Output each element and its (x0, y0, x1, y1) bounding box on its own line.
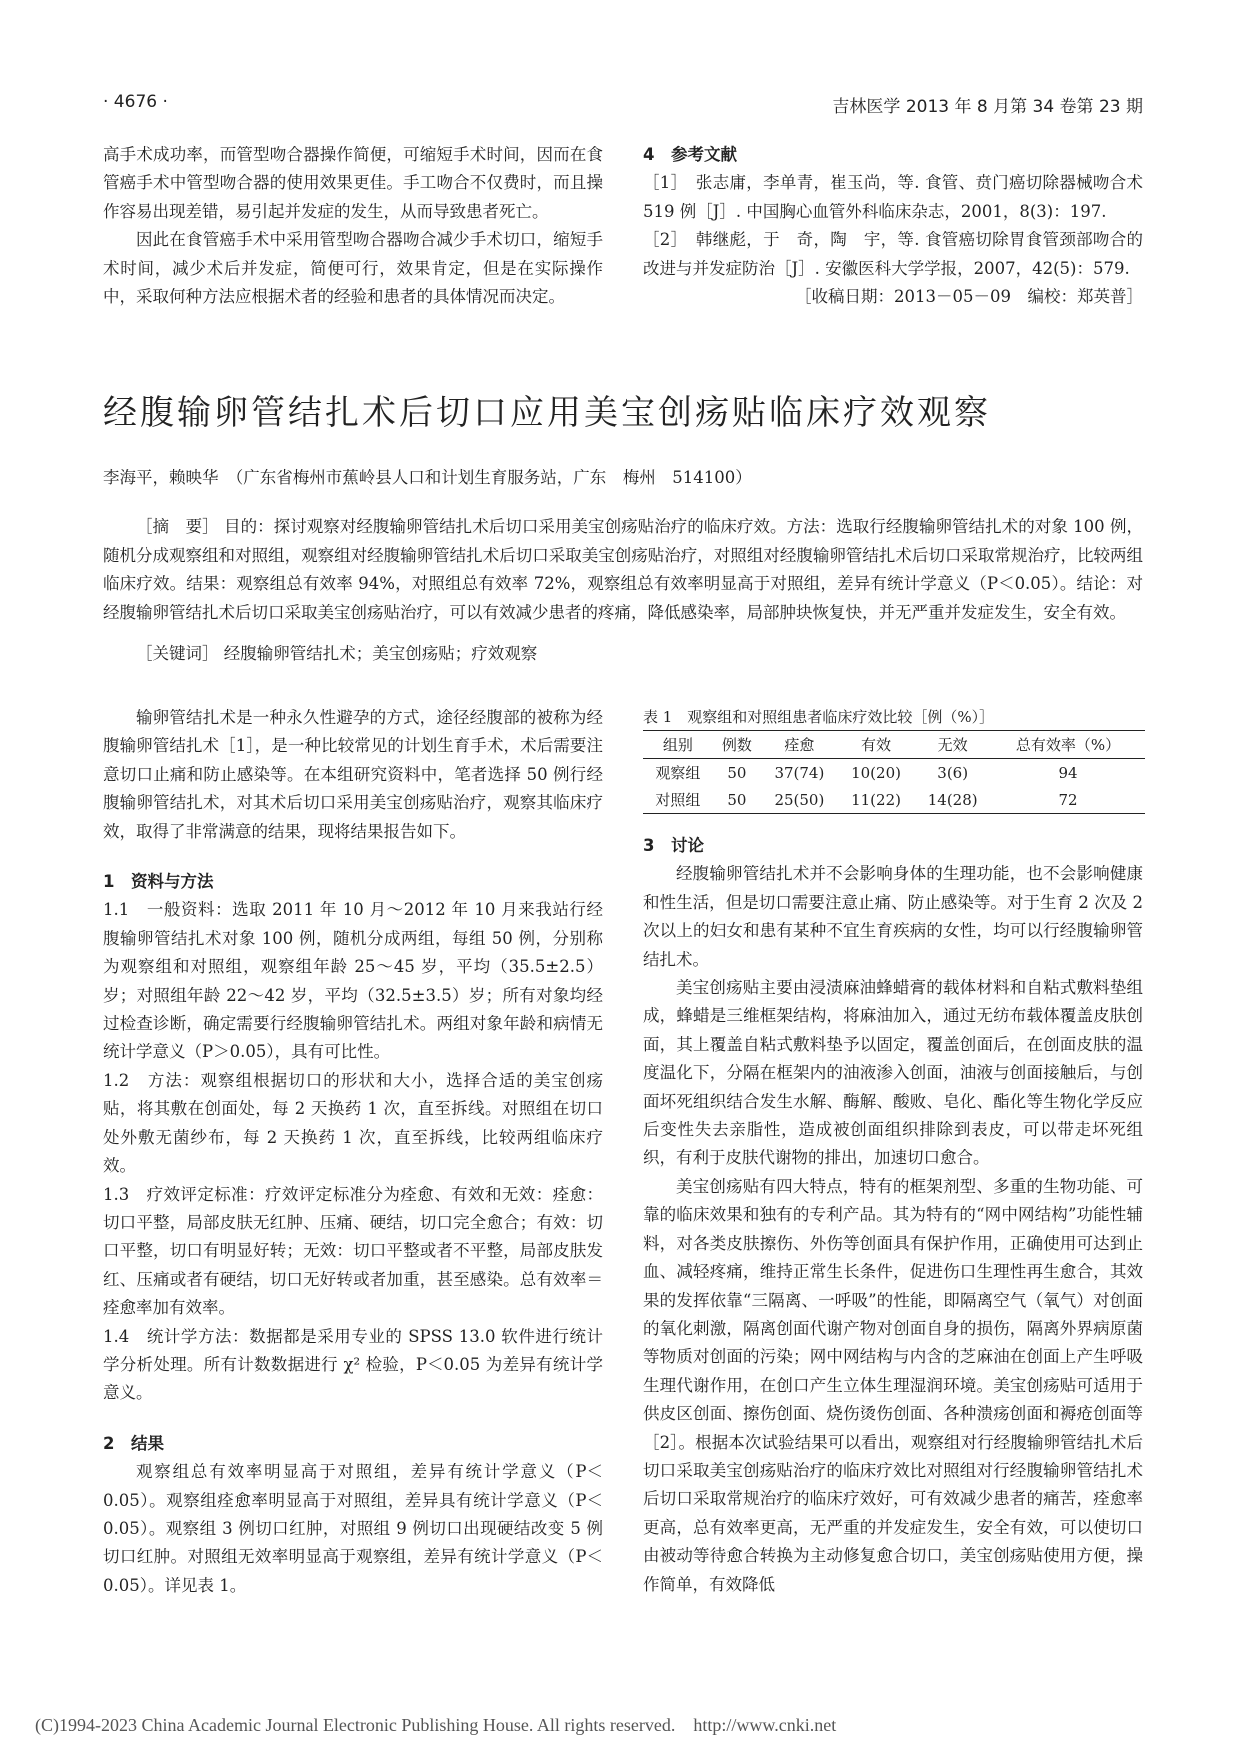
table-header-row (643, 731, 1145, 759)
abstract (103, 513, 1143, 627)
results-paragraph: 观察组总有效率明显高于对照组，差异有统计学意义（P＜0.05）。观察组痊愈率明显高于对照组，差异具有统计学意义（P＜0.05）。观察组 3 例切口红肿，对照组 9 例切口出现硬结改变 5 例切口红肿。对照组无效率明显高于观察组，差异有统计学意义（P＜0.05）。详见表 1。 (103, 1462, 603, 1595)
table-row (643, 786, 1145, 814)
table-header-cell: 有效 (838, 731, 915, 759)
discussion-paragraph: 美宝创疡贴主要由浸渍麻油蜂蜡膏的载体材料和自粘式敷料垫组成，蜂蜡是三维框架结构，将麻油加入，通过无纺布载体覆盖皮肤创面，其上覆盖自粘式敷料垫予以固定，覆盖创面后，在创面皮肤的温度温化下，分隔在框架内的油液渗入创面，油液与创面接触后，与创面坏死组织结合发生水解、酶解、酸败、皂化、酯化等生物化学反应后变性失去亲脂性，造成被创面组织排除到表皮，可以带走坏死组织，有利于皮肤代谢物的排出，加速切口愈合。 (643, 978, 1143, 1168)
results-table (643, 730, 1145, 814)
prev-article-refs (643, 141, 1143, 311)
methods-1-3: 1.3 疗效评定标准：疗效评定标准分为痊愈、有效和无效：痊愈：切口平整，局部皮肤无红肿、压痛、硬结，切口完全愈合；有效：切口平整，切口有明显好转；无效：切口平整或者不平整，局部皮肤发红、压痛或者有硬结，切口无好转或者加重，甚至感染。总有效率＝痊愈率加有效率。 (103, 1184, 603, 1318)
table-caption: 表 1 观察组和对照组患者临床疗效比较［例（%）］ (643, 708, 995, 726)
journal-header: 吉林医学 2013 年 8 月第 34 卷第 23 期 (832, 97, 1143, 117)
table-cell: 观察组 (655, 764, 701, 782)
references-heading: 4 参考文献 (643, 145, 737, 164)
table-cell: 10(20) (851, 763, 901, 782)
table-1 (643, 704, 1145, 814)
table-cell: 72 (991, 786, 1145, 814)
received-date: ［收稿日期：2013－05－09 编校：郑英普］ (795, 287, 1143, 307)
prev-paragraph: 高手术成功率，而管型吻合器操作简便，可缩短手术时间，因而在食管癌手术中管型吻合器的使用效果更佳。手工吻合不仅费时，而且操作容易出现差错，易引起并发症的发生，从而导致患者死亡。 (103, 145, 603, 221)
table-cell: 37(74) (774, 763, 825, 782)
table-cell: 50 (713, 786, 761, 814)
table-row (643, 759, 1145, 787)
article-title: 经腹输卵管结扎术后切口应用美宝创疡贴临床疗效观察 (103, 393, 991, 433)
table-cell: 3(6) (937, 763, 969, 782)
table-header-cell: 例数 (713, 731, 761, 759)
table-cell: 11(22) (838, 786, 915, 814)
section-heading-discussion: 3 讨论 (643, 836, 704, 855)
prev-article-left (103, 141, 603, 311)
intro-paragraph: 输卵管结扎术是一种永久性避孕的方式，途径经腹部的被称为经腹输卵管结扎术［1］，是一种比较常见的计划生育手术，术后需要注意切口止痛和防止感染等。在本组研究资料中，笔者选择 50 例行经腹输卵管结扎术，对其术后切口采用美宝创疡贴治疗，观察其临床疗效，取得了非常满意的结果，现将结果报告如下。 (103, 708, 603, 841)
table-header-cell: 总有效率（%） (991, 731, 1145, 759)
discussion-paragraph: 美宝创疡贴有四大特点，特有的框架剂型、多重的生物功能、可靠的临床效果和独有的专利产品。其为特有的“网中网结构”功能性辅料，对各类皮肤擦伤、外伤等创面具有保护作用，正确使用可达到止血、减轻疼痛，维持正常生长条件，促进伤口生理性再生愈合，其效果的发挥依靠“三隔离、一呼吸”的性能，即隔离空气（氧气）对创面的氧化刺激，隔离创面代谢产物对创面自身的损伤，隔离外界病原菌等物质对创面的污染；网中网结构与内含的芝麻油在创面上产生呼吸生理代谢作用，在创口产生立体生理湿润环境。美宝创疡贴可适用于供皮区创面、擦伤创面、烧伤烫伤创面、各种溃疡创面和褥疮创面等［2］。根据本次试验结果可以看出，观察组对行经腹输卵管结扎术后切口采取美宝创疡贴治疗的临床疗效比对照组对行经腹输卵管结扎术后切口采取常规治疗的临床疗效好，可有效减少患者的痛苦，痊愈率更高，总有效率更高，无严重的并发症发生，安全有效，可以使切口由被动等待愈合转换为主动修复愈合切口，美宝创疡贴使用方便，操作简单，有效降低 (643, 1176, 1143, 1594)
reference-item: ［1］ 张志庸，李单青，崔玉尚，等. 食管、贲门癌切除器械吻合术 519 例［J］. 中国胸心血管外科临床杂志，2001，8(3)：197. (643, 173, 1143, 221)
table-header-cell: 痊愈 (761, 731, 838, 759)
body-right-column (643, 832, 1143, 1599)
discussion-paragraph: 经腹输卵管结扎术并不会影响身体的生理功能，也不会影响健康和性生活，但是切口需要注意止痛、防止感染等。对于生育 2 次及 2 次以上的妇女和患有某种不宜生育疾病的女性，均可以行经腹输卵管结扎术。 (643, 864, 1143, 969)
authors-affiliation: 李海平，赖映华 （广东省梅州市蕉岭县人口和计划生育服务站，广东 梅州 514100） (103, 468, 752, 487)
abstract-text: ［摘 要］ 目的：探讨观察对经腹输卵管结扎术后切口采用美宝创疡贴治疗的临床疗效。方法：选取行经腹输卵管结扎术的对象 100 例，随机分成观察组和对照组，观察组对经腹输卵管结扎术后切口采取美宝创疡贴治疗，对照组对经腹输卵管结扎术后切口采取常规治疗，比较两组临床疗效。结果：观察组总有效率 94%，对照组总有效率 72%，观察组总有效率明显高于对照组，差异有统计学意义（P＜0.05）。结论：对经腹输卵管结扎术后切口采取美宝创疡贴治疗，可以有效减少患者的疼痛，降低感染率，局部肿块恢复快，并无严重并发症发生，安全有效。 (103, 517, 1143, 622)
methods-1-4: 1.4 统计学方法：数据都是采用专业的 SPSS 13.0 软件进行统计学分析处理。所有计数数据进行 χ² 检验，P＜0.05 为差异有统计学意义。 (103, 1326, 603, 1403)
reference-item: ［2］ 韩继彪，于 奇，陶 宇，等. 食管癌切除胃食管颈部吻合的改进与并发症防治［J］. 安徽医科大学学报，2007，42(5)：579. (643, 230, 1143, 278)
table-header-cell: 无效 (914, 731, 991, 759)
keywords: ［关键词］ 经腹输卵管结扎术；美宝创疡贴；疗效观察 (136, 644, 538, 663)
table-cell: 25(50) (761, 786, 838, 814)
prev-paragraph: 因此在食管癌手术中采用管型吻合器吻合减少手术切口，缩短手术时间，减少术后并发症，简便可行，效果肯定，但是在实际操作中，采取何种方法应根据术者的经验和患者的具体情况而决定。 (103, 230, 603, 307)
table-cell: 94 (1058, 763, 1078, 782)
copyright-footer: (C)1994-2023 China Academic Journal Electronic Publishing House. All rights reserved. http://www.cnki.net (35, 1715, 837, 1735)
table-header-cell: 组别 (643, 731, 713, 759)
table-cell: 14(28) (914, 786, 991, 814)
body-left-column (103, 704, 603, 1600)
methods-1-1: 1.1 一般资料：选取 2011 年 10 月～2012 年 10 月来我站行经腹输卵管结扎术对象 100 例，随机分成两组，每组 50 例，分别称为观察组和对照组，观察组年龄 25～45 岁，平均（35.5±2.5）岁；对照组年龄 22～42 岁，平均（32.5±3.5）岁；所有对象均经过检查诊断，确定需要行经腹输卵管结扎术。两组对象年龄和病情无统计学意义（P＞0.05），具有可比性。 (103, 900, 603, 1062)
page-number: · 4676 · (103, 92, 168, 112)
section-heading-methods: 1 资料与方法 (103, 872, 214, 892)
table-cell: 50 (727, 763, 747, 782)
methods-1-2: 1.2 方法：观察组根据切口的形状和大小，选择合适的美宝创疡贴，将其敷在创面处，每 2 天换药 1 次，直至拆线。对照组在切口处外敷无菌纱布，每 2 天换药 1 次，直至拆线，比较两组临床疗效。 (103, 1070, 603, 1176)
table-cell: 对照组 (643, 786, 713, 814)
section-heading-results: 2 结果 (103, 1433, 164, 1453)
